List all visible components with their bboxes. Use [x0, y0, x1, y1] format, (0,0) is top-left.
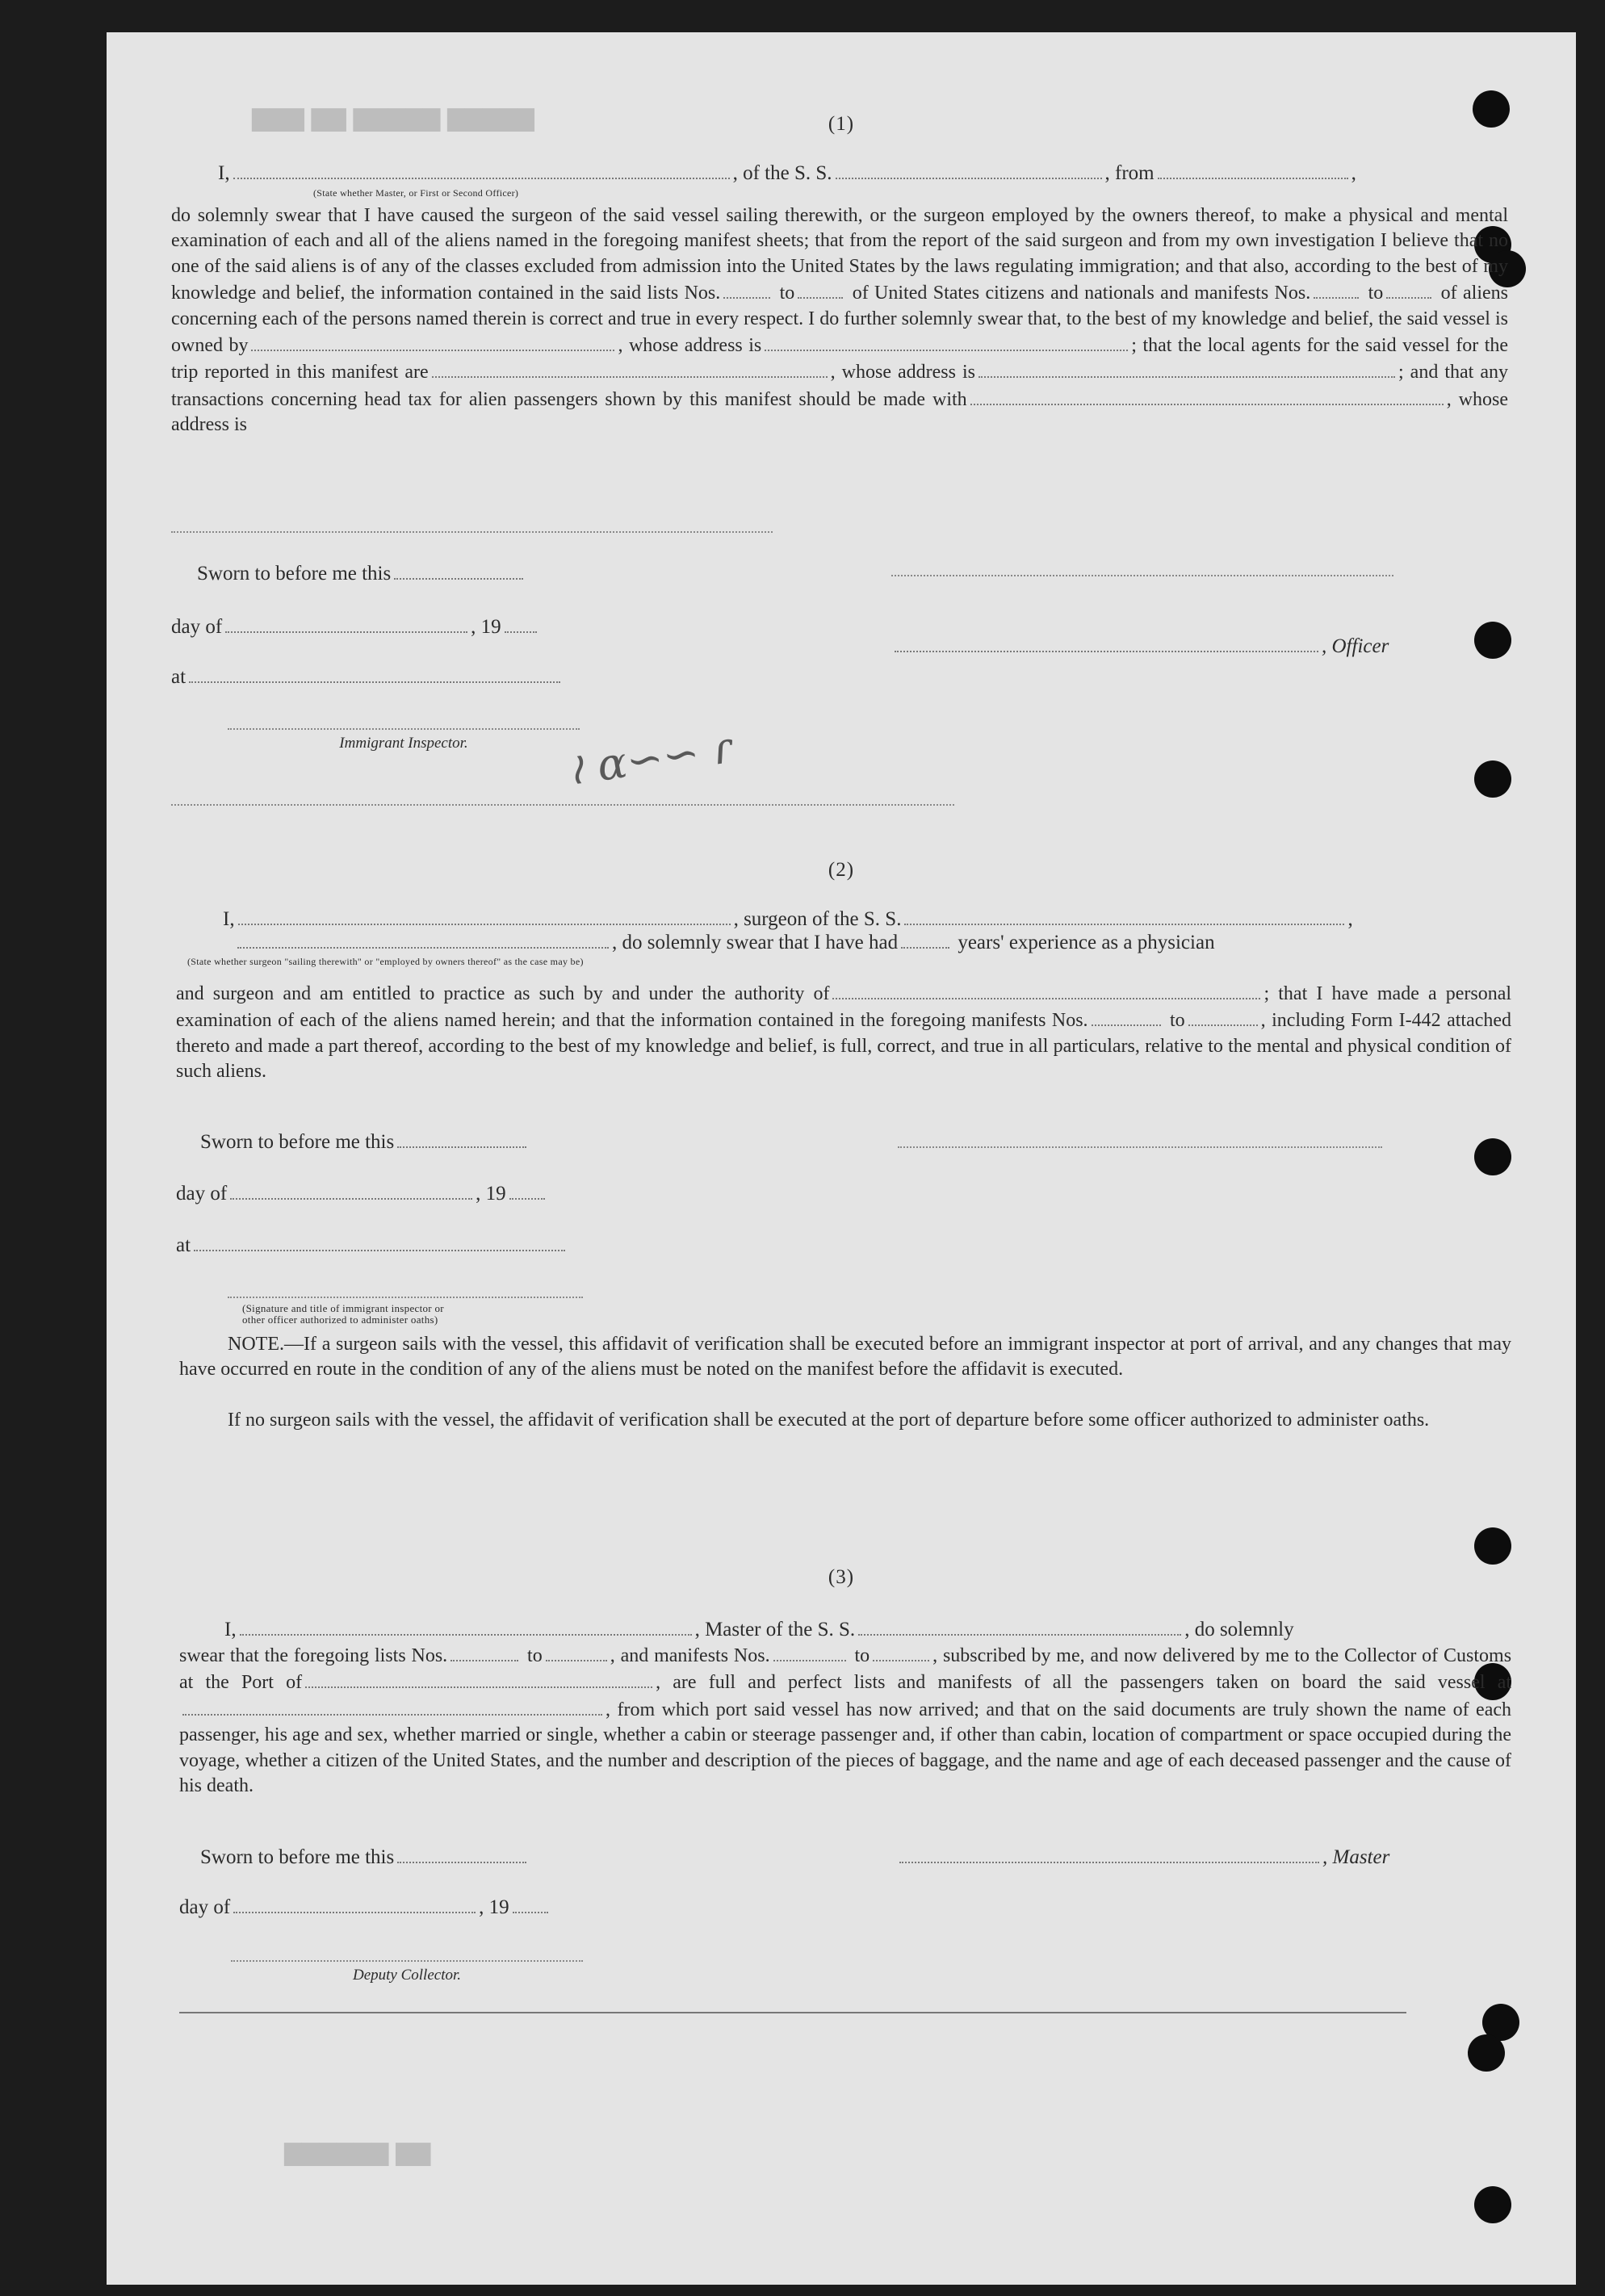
- oath-line: I, , surgeon of the S. S. ,: [223, 906, 1353, 932]
- bleed-through-stamp: ▇▇▇ ▇▇ ▇▇▇▇▇ ▇▇▇▇▇: [252, 105, 534, 132]
- sworn-line: Sworn to before me this: [200, 1844, 530, 1870]
- signature-caption: (Signature and title of immigrant inspector or other officer authorized to administer oaths): [242, 1302, 444, 1326]
- note-paragraph: If no surgeon sails with the vessel, the affidavit of verification shall be executed at the port of departure before some officer authorized to administer oaths.: [228, 1410, 1430, 1431]
- bleed-through-stamp: ▇▇▇▇▇▇ ▇▇: [284, 2139, 431, 2166]
- section-number: (2): [828, 859, 855, 881]
- signature-line: [898, 1146, 1382, 1148]
- deputy-caption: Deputy Collector.: [352, 1967, 462, 1984]
- signature-line: [228, 1297, 583, 1298]
- day-line: day of , 19: [176, 1180, 548, 1206]
- punch-hole: [1474, 1138, 1511, 1175]
- signature-line: [231, 1960, 583, 1962]
- sworn-line: Sworn to before me this: [200, 1129, 530, 1154]
- at-line: at: [176, 1232, 568, 1258]
- punch-hole: [1474, 760, 1511, 798]
- bottom-rule: [179, 2012, 1406, 2013]
- section-number: (3): [828, 1566, 855, 1588]
- punch-hole: [1474, 2186, 1511, 2223]
- oath-paragraph: do solemnly swear that I have caused the surgeon of the said vessel sailing therewith, or the surgeon employed by the owners thereof, to make a physical and mental examination of each and all of the aliens named in the foregoing manifest sheets; that from the report of the said surgeon and from my own investigation I believe that no one of the said aliens is of any of the classes excluded from admission into the United States by the laws regulating immigration; and that also, according to the best of my knowledge and belief, the information contained in the said lists Nos. to of United States citizens and nationals and manifests Nos. to of aliens concerning each of the persons named therein is correct and true in every respect. I do further solemnly swear that, to the best of my knowledge and belief, the said vessel is owned by , whose address is ; that the local agents for the said vessel for the trip reported in this manifest are , whose address is ; and that any transactions concerning head tax for alien passengers shown by this manifest should be made with , whose address is: [171, 205, 1509, 436]
- punch-hole: [1468, 2034, 1505, 2072]
- address-line: [171, 531, 773, 533]
- signature-line: [891, 575, 1393, 576]
- oath-paragraph: swear that the foregoing lists Nos. to , and manifests Nos. to , subscribed by me, and now delivered by me to the Collector of Customs at the Port of , are full and perfect lists and manifests of all the passengers taken on board the said vessel at, from which port said vessel has now arrived; and that on the said documents are truly shown the name of each passenger, his age and sex, whether married or single, whether a cabin or steerage passenger and, if other than cabin, location of compartment or space occupied during the voyage, whether a citizen of the United States, and the number and description of the pieces of baggage, and the name and age of each deceased passenger and the cause of his death.: [179, 1642, 1511, 1799]
- oath-line: , do solemnly swear that I have had years' experience as a physician: [234, 929, 1215, 955]
- dotted-divider: [171, 804, 954, 806]
- handwritten-signature: ≀ ɑ∽∽ ɾ: [564, 721, 736, 796]
- at-line: at: [171, 664, 564, 689]
- oath-line: I, , Master of the S. S. , do solemnly: [224, 1616, 1294, 1642]
- day-line: day of , 19: [179, 1894, 551, 1920]
- day-line: day of , 19: [171, 614, 540, 639]
- punch-hole: [1474, 1527, 1511, 1565]
- signature-line: [228, 728, 580, 730]
- oath-line: I, , of the S. S. , from ,: [218, 160, 1356, 186]
- section-number: (1): [828, 113, 855, 135]
- officer-line: , Officer: [891, 633, 1389, 659]
- oath-paragraph: and surgeon and am entitled to practice as such by and under the authority of ; that I have made a personal examination of each of the aliens named herein; and that the information contained in the foregoing manifests Nos. to , including Form I-442 attached thereto and made a part thereof, according to the best of my knowledge and belief, is full, correct, and true in all particulars, relative to the mental and physical condition of such aliens.: [176, 980, 1511, 1085]
- inspector-caption: Immigrant Inspector.: [339, 735, 468, 752]
- document-page: [107, 32, 1576, 2285]
- note-paragraph: NOTE.—If a surgeon sails with the vessel, this affidavit of verification shall be executed before an immigrant inspector at port of arrival, and any changes that may have occurred en route in the condition of any of the aliens must be noted on the manifest before the affidavit is executed.: [179, 1334, 1511, 1381]
- punch-hole: [1474, 622, 1511, 659]
- field-hint: (State whether Master, or First or Second Officer): [313, 187, 519, 199]
- master-line: , Master: [896, 1844, 1389, 1870]
- field-hint: (State whether surgeon "sailing therewith" or "employed by owners thereof" as the case may be): [187, 956, 584, 967]
- sworn-line: Sworn to before me this: [197, 560, 526, 586]
